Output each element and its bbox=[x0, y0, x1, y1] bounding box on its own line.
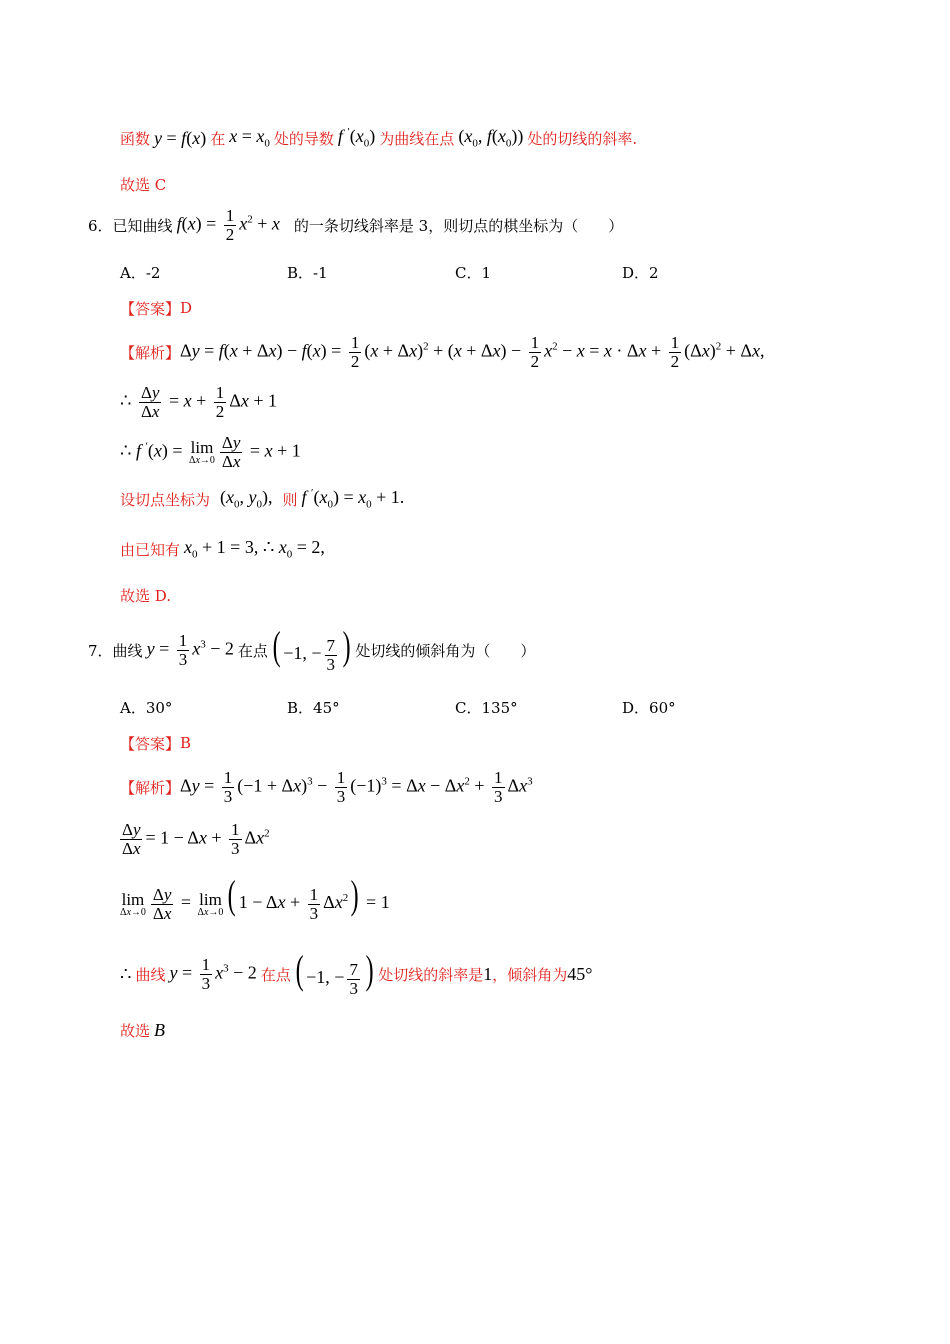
q6-option-d[interactable]: D．2 bbox=[622, 264, 659, 282]
choose-text: 故选 C bbox=[120, 175, 167, 194]
choose-text: 故选 D. bbox=[120, 586, 172, 605]
step-text: 设切点坐标为 bbox=[120, 490, 211, 509]
formula: B bbox=[154, 1019, 166, 1040]
q5-choose bbox=[120, 172, 166, 196]
q7-stem bbox=[88, 624, 535, 676]
formula: ∴ f ′(x) = lim Δx→0 $\frac{\Delta y}{\Delta x}$ = x + 1 bbox=[120, 432, 301, 471]
q7-option-a[interactable]: A．30° bbox=[120, 699, 173, 717]
analysis-label: 【解析】 bbox=[120, 778, 181, 797]
q7-analysis-line1 bbox=[120, 762, 533, 812]
q7-answer bbox=[120, 731, 191, 755]
conclusion-text: 在点 bbox=[260, 965, 291, 984]
formula: ($x_0$, $y_0$), bbox=[220, 487, 273, 511]
stem-text: 的一条切线斜率是 3，则切点的棋坐标为（ ） bbox=[293, 216, 624, 235]
formula: ($x_0$, $f(x_0)$) bbox=[458, 126, 524, 150]
q7-option-c[interactable]: C．135° bbox=[455, 699, 518, 717]
q7-option-b[interactable]: B．45° bbox=[287, 699, 340, 717]
formula: $\frac{\Delta y}{\Delta x}$ = 1 − Δx + $\frac{1}{3}$ $\Delta x^2$ bbox=[122, 819, 270, 858]
stem-text: 处切线的倾斜角为（ ） bbox=[355, 641, 536, 660]
formula: f $'(x_0)$ bbox=[337, 126, 376, 150]
q7-option-d[interactable]: D．60° bbox=[622, 699, 676, 717]
step-text: 由已知有 bbox=[120, 540, 181, 559]
q6-option-c[interactable]: C．1 bbox=[455, 264, 492, 282]
step-text: 则 bbox=[282, 490, 298, 509]
text: 为曲线在点 bbox=[379, 129, 455, 148]
stem-text: 曲线 bbox=[112, 641, 143, 660]
answer-value: B bbox=[180, 734, 192, 752]
q7-analysis-line2 bbox=[120, 814, 270, 864]
formula: ( −1, − $\frac{7}{3}$ ) bbox=[272, 623, 351, 674]
conclusion-text: 曲线 bbox=[135, 965, 166, 984]
question-number: 7． bbox=[88, 641, 113, 660]
analysis-label: 【解析】 bbox=[120, 343, 181, 362]
q7-choose bbox=[120, 1018, 165, 1042]
formula: y = f(x) bbox=[154, 127, 207, 148]
q6-option-b[interactable]: B．-1 bbox=[287, 264, 328, 282]
formula: $x = x_0$ bbox=[229, 126, 270, 150]
formula: y = $\frac{1}{3}$ $x^3 - 2$ bbox=[146, 630, 234, 669]
text: 处的切线的斜率. bbox=[527, 129, 638, 148]
conclusion-text: 处切线的斜率是 bbox=[378, 965, 484, 984]
text: 函数 bbox=[120, 129, 151, 148]
stem-text: 已知曲线 bbox=[112, 216, 173, 235]
formula: ∴ $\frac{\Delta y}{\Delta x}$ = x + $\frac{1}{2}$ Δx + 1 bbox=[120, 382, 277, 421]
q6-analysis-line4 bbox=[120, 484, 404, 514]
stem-text: 在点 bbox=[237, 641, 268, 660]
answer-label: 【答案】 bbox=[120, 299, 181, 318]
text: 在 bbox=[210, 129, 226, 148]
formula: lim Δx→0 $\frac{\Delta y}{\Delta x}$ = lim Δx→0 ( 1 − Δx + $\frac{1}{3}$ $\Delta x^2) = 1$ bbox=[120, 872, 390, 923]
q6-analysis-line1 bbox=[120, 328, 764, 376]
q6-analysis-line5 bbox=[120, 534, 325, 564]
choose-text: 故选 bbox=[120, 1021, 151, 1040]
q5-derivative-statement bbox=[120, 122, 637, 154]
q6-stem bbox=[88, 202, 623, 248]
text: 处的导数 bbox=[273, 129, 334, 148]
formula: 45° bbox=[567, 963, 593, 984]
q6-option-a[interactable]: A．-2 bbox=[120, 264, 161, 282]
therefore-symbol: ∴ bbox=[120, 963, 132, 984]
question-number: 6． bbox=[88, 216, 113, 235]
formula: Δy = $\frac{1}{3}$ $(-1 + \Delta x)^3$ − $\frac{1}{3}$ $(-1)^3 = \Delta x - \Delta x^2$ + $\frac{1}{3}$ $\Delta x^3$ bbox=[180, 767, 533, 806]
q6-answer bbox=[120, 296, 192, 320]
answer-value: D bbox=[180, 299, 193, 317]
formula: f $'(x_0) = x_0 + 1$. bbox=[301, 487, 405, 511]
q6-analysis-line2 bbox=[120, 378, 277, 426]
formula: y = $\frac{1}{3}$ $x^3 - 2$ bbox=[169, 954, 257, 993]
formula: $x_0 + 1 = 3$, ∴ $x_0 = 2$, bbox=[184, 537, 325, 561]
q6-analysis-line3 bbox=[120, 428, 301, 476]
formula: Δy = f(x + Δx) − f(x) = $\frac{1}{2}$ $(x + \Delta x)^2 + (x + \Delta x)$ − $\frac{1}{2}$ $x^2 - x = x \cdot \Delta x$ + $\frac{1}{2}$ $(\Delta x)^2 + \Delta x$, bbox=[180, 332, 765, 371]
formula: f(x) = $\frac{1}{2}$ $x^2 + x$ bbox=[176, 205, 280, 244]
q6-choose bbox=[120, 583, 171, 607]
q7-analysis-line3 bbox=[120, 872, 390, 926]
answer-label: 【答案】 bbox=[120, 734, 181, 753]
conclusion-text: ，倾斜角为 bbox=[492, 965, 568, 984]
formula: 1 bbox=[483, 963, 493, 984]
formula: ( −1, − $\frac{7}{3}$ ) bbox=[295, 947, 374, 998]
q7-conclusion bbox=[120, 948, 593, 1000]
